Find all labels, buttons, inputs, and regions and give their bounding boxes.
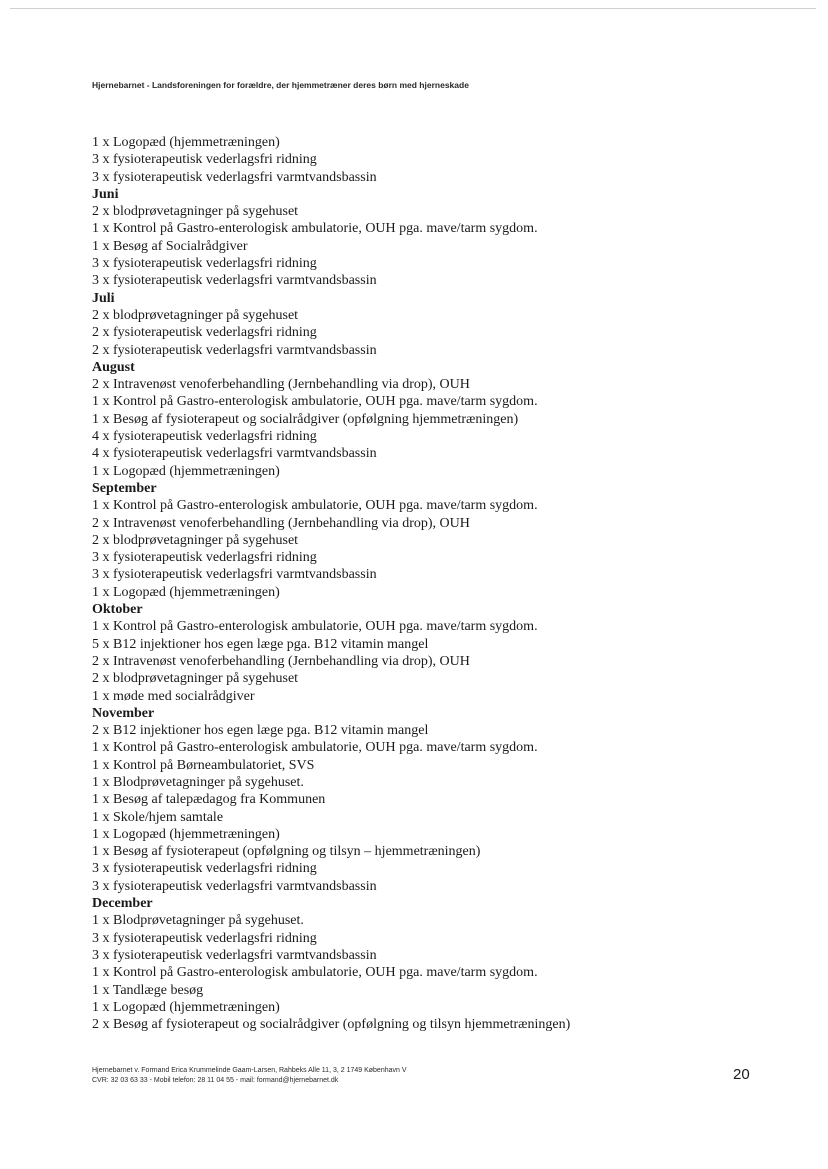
list-item: 1 x Kontrol på Gastro-enterologisk ambulatorie, OUH pga. mave/tarm sygdom. (92, 498, 538, 514)
list-item: 1 x Logopæd (hjemmetræningen) (92, 584, 280, 600)
document-body (92, 134, 782, 1033)
list-item: 1 x Blodprøvetagninger på sygehuset. (92, 913, 304, 929)
list-item: 2 x Intravenøst venoferbehandling (Jernbehandling via drop), OUH (92, 653, 470, 669)
list-item: 1 x Kontrol på Børneambulatoriet, SVS (92, 757, 315, 773)
list-item: 3 x fysioterapeutisk vederlagsfri varmtvandsbassin (92, 878, 377, 894)
list-item: 1 x Tandlæge besøg (92, 982, 204, 998)
list-item: 1 x Kontrol på Gastro-enterologisk ambulatorie, OUH pga. mave/tarm sygdom. (92, 619, 538, 635)
month-heading: December (92, 896, 153, 912)
month-heading: September (92, 480, 157, 496)
month-heading: Juni (92, 186, 119, 202)
list-item: 2 x fysioterapeutisk vederlagsfri varmtvandsbassin (92, 342, 377, 358)
document-header: Hjernebarnet - Landsforeningen for forældre, der hjemmetræner deres børn med hjerneskade (92, 80, 469, 90)
month-heading: November (92, 705, 155, 721)
list-item: 2 x Intravenøst venoferbehandling (Jernbehandling via drop), OUH (92, 515, 470, 531)
month-heading: August (92, 359, 135, 375)
footer-address: Hjernebarnet v. Formand Erica Krummelinde Gaam-Larsen, Rahbeks Alle 11, 3, 2 1749 København V (92, 1067, 407, 1074)
list-item: 1 x Logopæd (hjemmetræningen) (92, 463, 280, 479)
list-item: 1 x Kontrol på Gastro-enterologisk ambulatorie, OUH pga. mave/tarm sygdom. (92, 965, 538, 981)
list-item: 2 x blodprøvetagninger på sygehuset (92, 532, 299, 548)
list-item: 3 x fysioterapeutisk vederlagsfri ridning (92, 930, 317, 946)
list-item: 1 x Blodprøvetagninger på sygehuset. (92, 774, 304, 790)
list-item: 1 x Besøg af fysioterapeut og socialrådgiver (opfølgning hjemmetræningen) (92, 411, 519, 427)
list-item: 1 x Besøg af fysioterapeut (opfølgning og tilsyn – hjemmetræningen) (92, 844, 481, 860)
list-item: 1 x møde med socialrådgiver (92, 688, 255, 704)
list-item: 3 x fysioterapeutisk vederlagsfri ridning (92, 256, 317, 272)
footer-contact: CVR: 32 03 63 33 - Mobil telefon: 28 11 04 55 - mail: formand@hjernebarnet.dk (92, 1076, 339, 1084)
document-footer (92, 1066, 407, 1085)
list-item: 1 x Skole/hjem samtale (92, 809, 224, 825)
list-item: 2 x blodprøvetagninger på sygehuset (92, 204, 299, 220)
list-item: 3 x fysioterapeutisk vederlagsfri varmtvandsbassin (92, 567, 377, 583)
page-number: 20 (733, 1066, 750, 1083)
list-item: 4 x fysioterapeutisk vederlagsfri ridning (92, 429, 317, 445)
scan-top-rule (10, 8, 816, 9)
list-item: 1 x Logopæd (hjemmetræningen) (92, 999, 280, 1015)
list-item: 3 x fysioterapeutisk vederlagsfri ridning (92, 550, 317, 566)
list-item: 1 x Logopæd (hjemmetræningen) (92, 826, 280, 842)
list-item: 2 x blodprøvetagninger på sygehuset (92, 671, 299, 687)
month-heading: Oktober (92, 602, 143, 618)
month-heading: Juli (92, 290, 115, 306)
list-item: 2 x Intravenøst venoferbehandling (Jernbehandling via drop), OUH (92, 377, 470, 393)
list-item: 1 x Kontrol på Gastro-enterologisk ambulatorie, OUH pga. mave/tarm sygdom. (92, 740, 538, 756)
list-item: 1 x Kontrol på Gastro-enterologisk ambulatorie, OUH pga. mave/tarm sygdom. (92, 394, 538, 410)
list-item: 1 x Kontrol på Gastro-enterologisk ambulatorie, OUH pga. mave/tarm sygdom. (92, 221, 538, 237)
list-item: 1 x Logopæd (hjemmetræningen) (92, 135, 280, 150)
list-item: 3 x fysioterapeutisk vederlagsfri ridning (92, 152, 317, 168)
list-item: 3 x fysioterapeutisk vederlagsfri varmtvandsbassin (92, 169, 377, 185)
list-item: 2 x fysioterapeutisk vederlagsfri ridning (92, 325, 317, 341)
list-item: 2 x B12 injektioner hos egen læge pga. B12 vitamin mangel (92, 723, 429, 739)
list-item: 5 x B12 injektioner hos egen læge pga. B12 vitamin mangel (92, 636, 429, 652)
list-item: 2 x Besøg af fysioterapeut og socialrådgiver (opfølgning og tilsyn hjemmetræningen) (92, 1017, 571, 1033)
list-item: 3 x fysioterapeutisk vederlagsfri varmtvandsbassin (92, 947, 377, 963)
list-item: 1 x Besøg af Socialrådgiver (92, 238, 248, 254)
list-item: 3 x fysioterapeutisk vederlagsfri ridning (92, 861, 317, 877)
list-item: 2 x blodprøvetagninger på sygehuset (92, 307, 299, 323)
list-item: 1 x Besøg af talepædagog fra Kommunen (92, 792, 326, 808)
list-item: 3 x fysioterapeutisk vederlagsfri varmtvandsbassin (92, 273, 377, 289)
list-item: 4 x fysioterapeutisk vederlagsfri varmtvandsbassin (92, 446, 377, 462)
